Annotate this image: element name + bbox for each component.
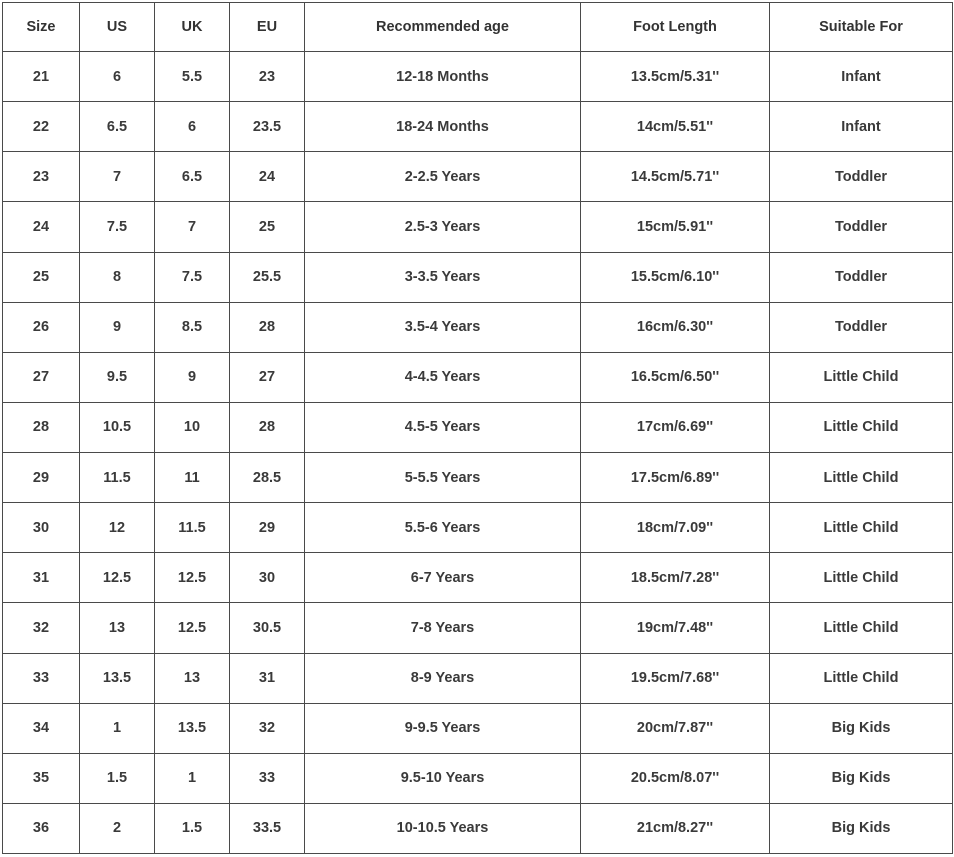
table-body	[3, 52, 953, 854]
cell-size: 36	[3, 803, 80, 853]
cell-suitable-for: Toddler	[770, 152, 953, 202]
table-row	[3, 453, 953, 503]
cell-uk: 13.5	[155, 703, 230, 753]
table-row	[3, 402, 953, 452]
cell-eu: 29	[230, 503, 305, 553]
cell-foot-length: 14.5cm/5.71''	[581, 152, 770, 202]
cell-eu: 32	[230, 703, 305, 753]
cell-eu: 24	[230, 152, 305, 202]
cell-foot-length: 16cm/6.30''	[581, 302, 770, 352]
cell-uk: 1.5	[155, 803, 230, 853]
cell-us: 7	[80, 152, 155, 202]
table-row	[3, 753, 953, 803]
cell-uk: 8.5	[155, 302, 230, 352]
cell-eu: 25.5	[230, 252, 305, 302]
cell-eu: 33.5	[230, 803, 305, 853]
cell-size: 29	[3, 453, 80, 503]
cell-foot-length: 18cm/7.09''	[581, 503, 770, 553]
cell-foot-length: 19.5cm/7.68''	[581, 653, 770, 703]
cell-us: 10.5	[80, 402, 155, 452]
cell-uk: 5.5	[155, 52, 230, 102]
cell-size: 35	[3, 753, 80, 803]
cell-size: 30	[3, 503, 80, 553]
cell-foot-length: 16.5cm/6.50''	[581, 352, 770, 402]
cell-us: 11.5	[80, 453, 155, 503]
cell-size: 27	[3, 352, 80, 402]
cell-uk: 12.5	[155, 603, 230, 653]
table-row	[3, 52, 953, 102]
cell-foot-length: 17.5cm/6.89''	[581, 453, 770, 503]
column-header-suitable-for: Suitable For	[770, 3, 953, 52]
cell-recommended-age: 3.5-4 Years	[305, 302, 581, 352]
cell-suitable-for: Toddler	[770, 302, 953, 352]
cell-uk: 7	[155, 202, 230, 252]
cell-suitable-for: Little Child	[770, 553, 953, 603]
cell-eu: 25	[230, 202, 305, 252]
cell-us: 9	[80, 302, 155, 352]
cell-uk: 13	[155, 653, 230, 703]
cell-us: 8	[80, 252, 155, 302]
cell-foot-length: 13.5cm/5.31''	[581, 52, 770, 102]
cell-size: 26	[3, 302, 80, 352]
header-row	[3, 3, 953, 52]
table-row	[3, 653, 953, 703]
cell-uk: 11.5	[155, 503, 230, 553]
table-row	[3, 202, 953, 252]
cell-recommended-age: 4-4.5 Years	[305, 352, 581, 402]
column-header-eu: EU	[230, 3, 305, 52]
cell-us: 1	[80, 703, 155, 753]
table-row	[3, 302, 953, 352]
cell-suitable-for: Little Child	[770, 653, 953, 703]
cell-recommended-age: 5.5-6 Years	[305, 503, 581, 553]
cell-recommended-age: 5-5.5 Years	[305, 453, 581, 503]
cell-foot-length: 15.5cm/6.10''	[581, 252, 770, 302]
cell-foot-length: 19cm/7.48''	[581, 603, 770, 653]
cell-suitable-for: Toddler	[770, 252, 953, 302]
cell-suitable-for: Big Kids	[770, 703, 953, 753]
cell-recommended-age: 9.5-10 Years	[305, 753, 581, 803]
cell-size: 32	[3, 603, 80, 653]
cell-recommended-age: 7-8 Years	[305, 603, 581, 653]
cell-eu: 31	[230, 653, 305, 703]
cell-uk: 6	[155, 102, 230, 152]
cell-uk: 7.5	[155, 252, 230, 302]
cell-recommended-age: 2-2.5 Years	[305, 152, 581, 202]
cell-us: 9.5	[80, 352, 155, 402]
cell-us: 6	[80, 52, 155, 102]
cell-eu: 33	[230, 753, 305, 803]
cell-us: 12	[80, 503, 155, 553]
cell-size: 31	[3, 553, 80, 603]
cell-suitable-for: Little Child	[770, 453, 953, 503]
table-row	[3, 152, 953, 202]
cell-size: 21	[3, 52, 80, 102]
cell-foot-length: 15cm/5.91''	[581, 202, 770, 252]
cell-recommended-age: 9-9.5 Years	[305, 703, 581, 753]
cell-uk: 10	[155, 402, 230, 452]
cell-eu: 30.5	[230, 603, 305, 653]
table-row	[3, 553, 953, 603]
cell-eu: 23	[230, 52, 305, 102]
cell-foot-length: 21cm/8.27''	[581, 803, 770, 853]
cell-suitable-for: Little Child	[770, 503, 953, 553]
column-header-recommended-age: Recommended age	[305, 3, 581, 52]
cell-us: 6.5	[80, 102, 155, 152]
cell-suitable-for: Big Kids	[770, 803, 953, 853]
cell-recommended-age: 4.5-5 Years	[305, 402, 581, 452]
cell-uk: 6.5	[155, 152, 230, 202]
cell-suitable-for: Little Child	[770, 352, 953, 402]
cell-suitable-for: Little Child	[770, 603, 953, 653]
cell-size: 34	[3, 703, 80, 753]
cell-recommended-age: 6-7 Years	[305, 553, 581, 603]
cell-uk: 11	[155, 453, 230, 503]
table-row	[3, 803, 953, 853]
cell-foot-length: 20.5cm/8.07''	[581, 753, 770, 803]
table-header	[3, 3, 953, 52]
cell-eu: 28	[230, 302, 305, 352]
cell-us: 13	[80, 603, 155, 653]
cell-uk: 12.5	[155, 553, 230, 603]
table-row	[3, 603, 953, 653]
table-row	[3, 703, 953, 753]
cell-size: 24	[3, 202, 80, 252]
table-row	[3, 102, 953, 152]
cell-uk: 9	[155, 352, 230, 402]
cell-recommended-age: 18-24 Months	[305, 102, 581, 152]
cell-recommended-age: 3-3.5 Years	[305, 252, 581, 302]
column-header-foot-length: Foot Length	[581, 3, 770, 52]
table-row	[3, 503, 953, 553]
cell-suitable-for: Infant	[770, 52, 953, 102]
cell-foot-length: 20cm/7.87''	[581, 703, 770, 753]
cell-foot-length: 18.5cm/7.28''	[581, 553, 770, 603]
cell-size: 28	[3, 402, 80, 452]
column-header-uk: UK	[155, 3, 230, 52]
cell-us: 12.5	[80, 553, 155, 603]
table-row	[3, 252, 953, 302]
cell-recommended-age: 2.5-3 Years	[305, 202, 581, 252]
column-header-us: US	[80, 3, 155, 52]
cell-suitable-for: Toddler	[770, 202, 953, 252]
cell-suitable-for: Big Kids	[770, 753, 953, 803]
cell-suitable-for: Little Child	[770, 402, 953, 452]
cell-uk: 1	[155, 753, 230, 803]
cell-foot-length: 14cm/5.51''	[581, 102, 770, 152]
column-header-size: Size	[3, 3, 80, 52]
cell-size: 33	[3, 653, 80, 703]
cell-foot-length: 17cm/6.69''	[581, 402, 770, 452]
cell-eu: 30	[230, 553, 305, 603]
table-row	[3, 352, 953, 402]
cell-recommended-age: 8-9 Years	[305, 653, 581, 703]
cell-us: 7.5	[80, 202, 155, 252]
cell-size: 23	[3, 152, 80, 202]
cell-recommended-age: 10-10.5 Years	[305, 803, 581, 853]
cell-us: 13.5	[80, 653, 155, 703]
cell-us: 1.5	[80, 753, 155, 803]
cell-size: 25	[3, 252, 80, 302]
cell-eu: 28.5	[230, 453, 305, 503]
cell-suitable-for: Infant	[770, 102, 953, 152]
size-chart-table	[2, 2, 953, 854]
cell-size: 22	[3, 102, 80, 152]
cell-recommended-age: 12-18 Months	[305, 52, 581, 102]
cell-us: 2	[80, 803, 155, 853]
cell-eu: 27	[230, 352, 305, 402]
cell-eu: 23.5	[230, 102, 305, 152]
cell-eu: 28	[230, 402, 305, 452]
